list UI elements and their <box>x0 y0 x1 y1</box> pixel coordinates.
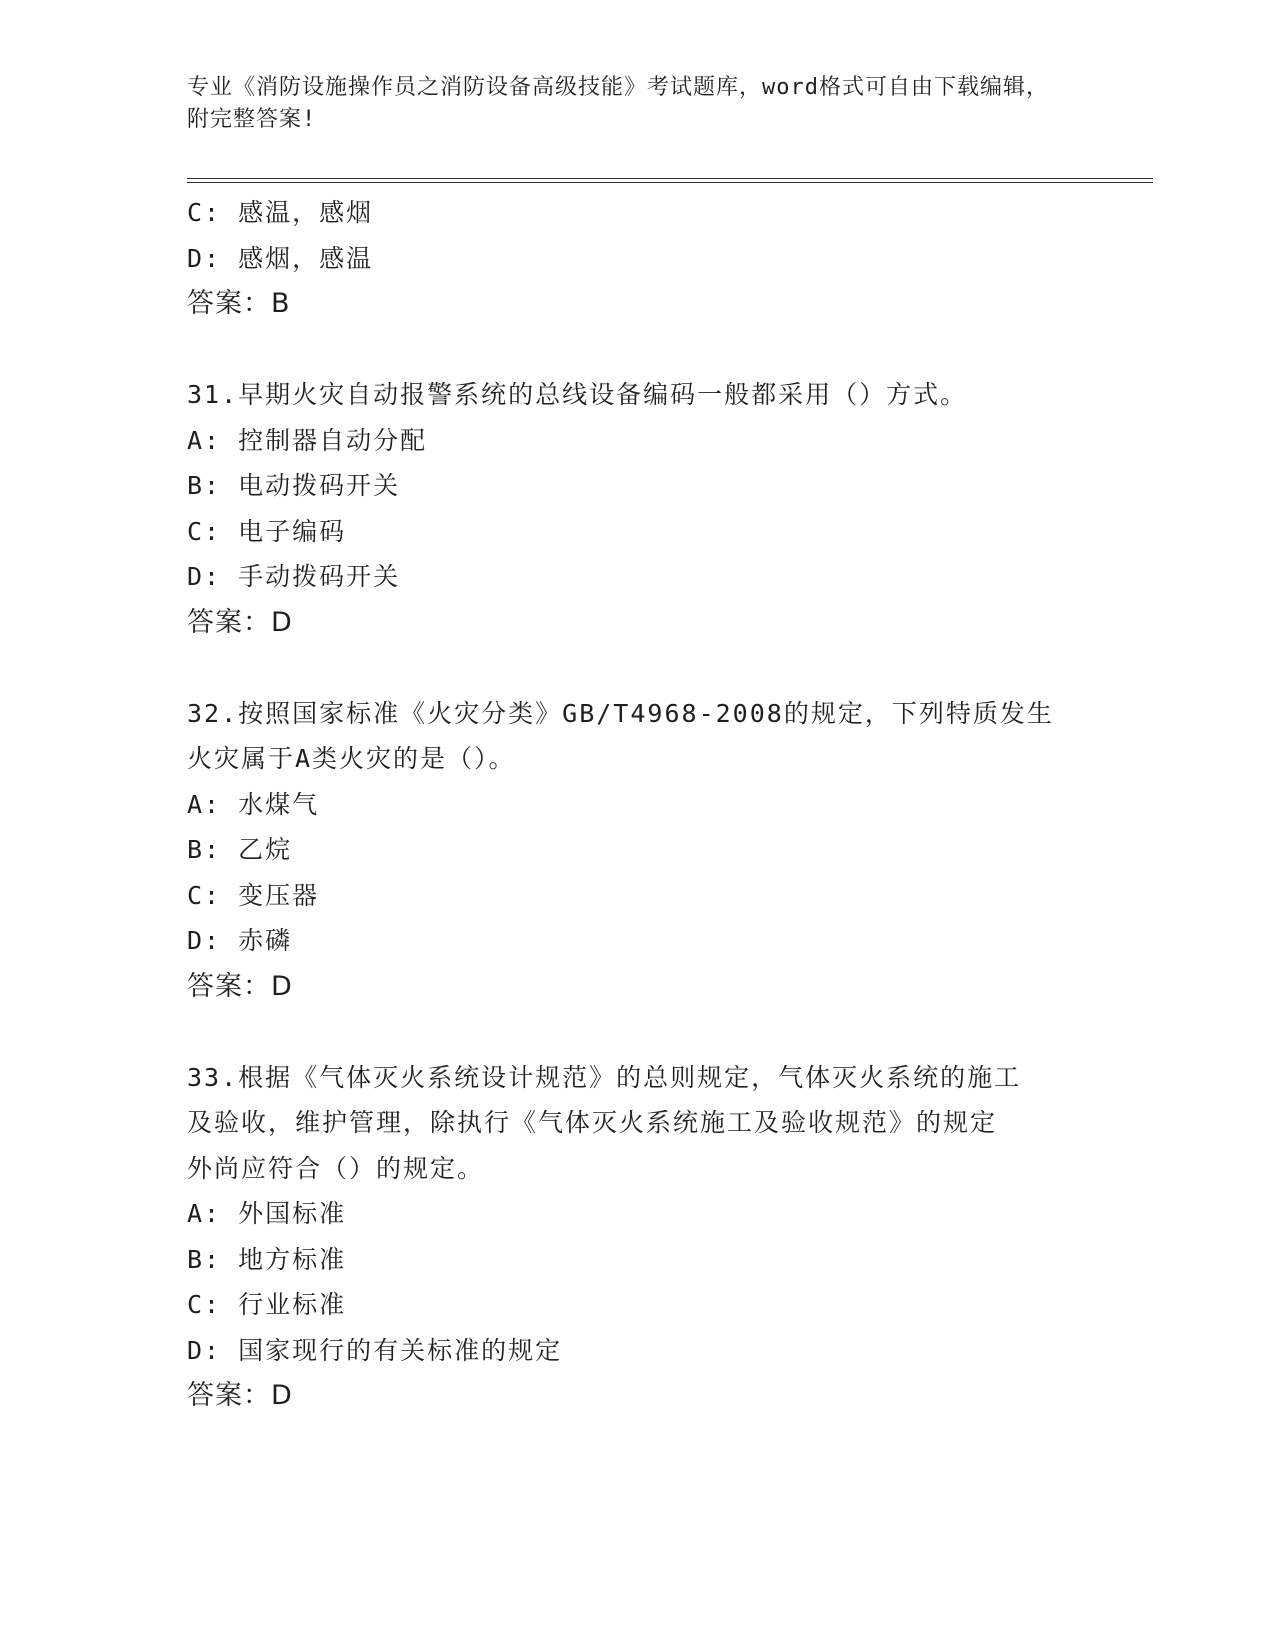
question-stem: 32.按照国家标准《火灾分类》GB/T4968-2008的规定，下列特质发生 <box>187 698 1054 728</box>
option-line: B: 地方标准 <box>187 1244 347 1274</box>
option-line: A: 控制器自动分配 <box>187 425 428 455</box>
page-header <box>187 72 1067 136</box>
question-content <box>187 190 1087 1419</box>
spacer <box>187 327 1087 373</box>
answer-line: 答案：D <box>187 970 293 1002</box>
header-text: 专业《消防设施操作员之消防设备高级技能》考试题库，word格式可自由下载编辑，附完整答案! <box>187 75 1049 132</box>
option-line: B: 乙烷 <box>187 835 293 864</box>
spacer <box>187 645 1087 691</box>
question-32 <box>187 691 1087 1010</box>
option-line: D: 赤磷 <box>187 926 293 955</box>
answer-line: 答案：B <box>187 288 291 319</box>
option-line: C: 变压器 <box>187 880 320 910</box>
option-line: A: 水煤气 <box>187 789 320 819</box>
answer-line: 答案：D <box>187 1380 293 1411</box>
option-line: C: 感温，感烟 <box>187 198 374 227</box>
question-stem: 外尚应符合（）的规定。 <box>187 1153 485 1183</box>
question-stem: 33.根据《气体灭火系统设计规范》的总则规定，气体灭火系统的施工 <box>187 1062 1022 1092</box>
option-line: D: 感烟，感温 <box>187 243 374 273</box>
spacer <box>187 1009 1087 1055</box>
header-rule-top <box>187 178 1153 179</box>
question-stem: 火灾属于A类火灾的是（）。 <box>187 744 516 773</box>
header-rule-bottom <box>187 182 1153 183</box>
option-line: D: 手动拨码开关 <box>187 562 401 591</box>
question-33 <box>187 1055 1087 1419</box>
option-line: A: 外国标准 <box>187 1199 347 1228</box>
question-31 <box>187 372 1087 645</box>
option-line: C: 电子编码 <box>187 516 347 546</box>
answer-line: 答案：D <box>187 606 293 638</box>
option-line: D: 国家现行的有关标准的规定 <box>187 1335 563 1365</box>
question-stem: 31.早期火灾自动报警系统的总线设备编码一般都采用（）方式。 <box>187 380 968 409</box>
question-stem: 及验收，维护管理，除执行《气体灭火系统施工及验收规范》的规定 <box>187 1108 998 1137</box>
option-line: B: 电动拨码开关 <box>187 471 401 500</box>
option-line: C: 行业标准 <box>187 1290 347 1319</box>
